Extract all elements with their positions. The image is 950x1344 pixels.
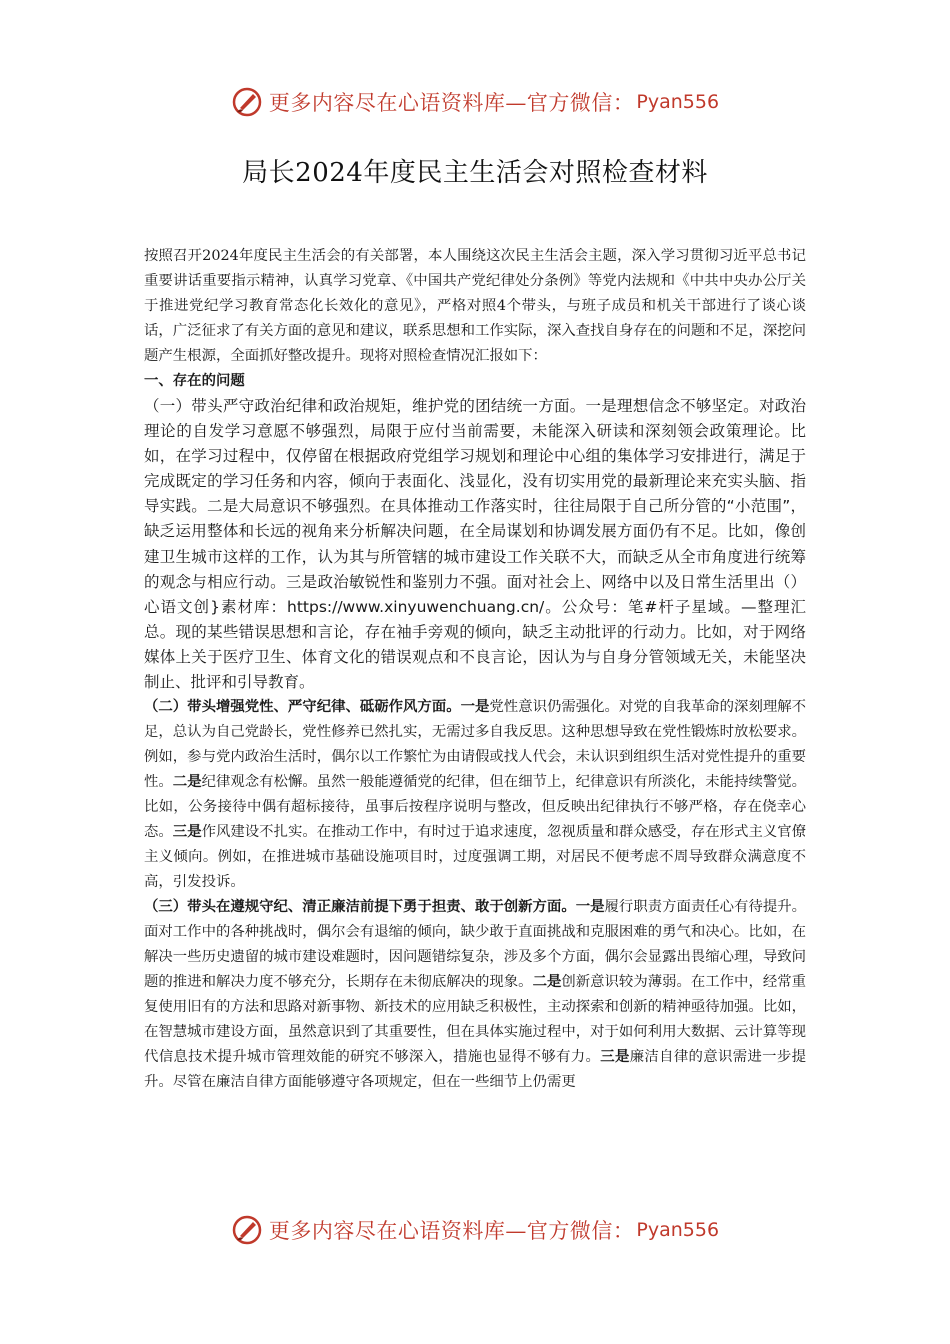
banner-text: 更多内容尽在心语资料库—官方微信： bbox=[268, 91, 635, 115]
para3-t2: 创新意识较为薄弱。在工作中，经常重复使用旧有的方法和思路对新事物、新技术的应用缺乏积极性，主动探索和创新的精神亟待加强。比如，在智慧城市建设方面，虽然意识到了其重要性，但在具体实施过程中，对于如何利用大数据、云计算等现代信息技术提升城市管理效能的研究不够深入，措施也显得不够有力。 bbox=[144, 974, 807, 1066]
para2-k2: 二是 bbox=[172, 774, 202, 791]
para2-t2: 纪律观念有松懈。虽然一般能遵循党的纪律，但在细节上，纪律意识有所淡化，未能持续警觉。比如，公务接待中偶有超标接待，虽事后按程序说明与整改，但反映出纪律执行不够严格，存在侥幸心态。 bbox=[144, 774, 807, 841]
para2-k3: 三是 bbox=[172, 824, 202, 841]
para2-t3: 作风建设不扎实。在推动工作中，有时过于追求速度，忽视质量和群众感受，存在形式主义官僚主义倾向。例如，在推进城市基础设施项目时，过度强调工期，对居民不便考虑不周导致群众满意度不高，引发投诉。 bbox=[144, 824, 807, 891]
brush-logo-icon bbox=[231, 1214, 263, 1246]
document-title: 局长2024年度民主生活会对照检查材料 bbox=[242, 158, 708, 188]
para2-k1: 一是 bbox=[460, 699, 490, 716]
para2-t1: 党性意识仍需强化。对党的自我革命的深刻理解不足，总认为自己党龄长，党性修养已然扎实，无需过多自我反思。这种思想导致在党性锻炼时放松要求。例如，参与党内政治生活时，偶尔以工作繁忙为由请假或找人代会，未认识到组织生活对党性提升的重要性。 bbox=[144, 699, 807, 791]
footer-banner bbox=[0, 1210, 950, 1250]
banner-wechat-id: Pyan556 bbox=[636, 91, 720, 113]
document-body bbox=[144, 244, 806, 1095]
para3-t3: 廉洁自律的意识需进一步提升。尽管在廉洁自律方面能够遵守各项规定，但在一些细节上仍需更 bbox=[144, 1049, 806, 1091]
para3-k1: 一是 bbox=[575, 899, 605, 916]
section-heading: 一、存在的问题 bbox=[144, 373, 245, 389]
banner-text: 更多内容尽在心语资料库—官方微信： bbox=[268, 1219, 635, 1243]
intro-paragraph: 按照召开2024年度民主生活会的有关部署，本人围绕这次民主生活会主题，深入学习贯彻习近平总书记重要讲话重要指示精神，认真学习党章、《中国共产党纪律处分条例》等党内法规和《中共中央办公厅关于推进党纪学习教育常态化长效化的意见》，严格对照4个带头，与班子成员和机关干部进行了谈心谈话，广泛征求了有关方面的意见和建议，联系思想和工作实际，深入查找自身存在的问题和不足，深挖问题产生根源，全面抓好整改提升。现将对照检查情况汇报如下： bbox=[144, 248, 806, 364]
paragraph-2 bbox=[144, 695, 806, 895]
paragraph-1: （一）带头严守政治纪律和政治规矩，维护党的团结统一方面。一是理想信念不够坚定。对政治理论的自发学习意愿不够强烈，局限于应付当前需要，未能深入研读和深刻领会政策理论。比如，在学习过程中，仅停留在根据政府党组学习规划和理论中心组的集体学习安排进行，满足于完成既定的学习任务和内容，倾向于表面化、浅显化，没有切实用党的最新理论来充实头脑、指导实践。二是大局意识不够强烈。在具体推动工作落实时，往往局限于自己所分管的“小范围”，缺乏运用整体和长远的视角来分析解决问题，在全局谋划和协调发展方面仍有不足。比如，像创建卫生城市这样的工作，认为其与所管辖的城市建设工作关联不大，而缺乏从全市角度进行统筹的观念与相应行动。三是政治敏锐性和鉴别力不强。面对社会上、网络中以及日常生活里出（）心语文创}素材库：https://www.xinyuwenchuang.cn/。公众号：笔#杆子星域。—整理汇总。现的某些错误思想和言论，存在袖手旁观的倾向，缺乏主动批评的行动力。比如，对于网络媒体上关于医疗卫生、体育文化的错误观点和不良言论，因认为与自身分管领域无关，未能坚决制止、批评和引导教育。 bbox=[144, 397, 806, 692]
para3-k2: 二是 bbox=[532, 974, 562, 991]
para3-k3: 三是 bbox=[600, 1049, 630, 1066]
para3-lead: （三）带头在遵规守纪、清正廉洁前提下勇于担责、敢于创新方面。 bbox=[144, 899, 576, 916]
banner-wechat-id: Pyan556 bbox=[636, 1219, 720, 1241]
para2-lead: （二）带头增强党性、严守纪律、砥砺作风方面。 bbox=[144, 699, 461, 716]
brush-logo-icon bbox=[231, 86, 263, 118]
para3-t1: 履行职责方面责任心有待提升。面对工作中的各种挑战时，偶尔会有退缩的倾向，缺少敢于直面挑战和克服困难的勇气和决心。比如，在解决一些历史遗留的城市建设难题时，因问题错综复杂，涉及多个方面，偶尔会显露出畏缩心理，导致问题的推进和解决力度不够充分，长期存在未彻底解决的现象。 bbox=[144, 899, 807, 991]
paragraph-3 bbox=[144, 895, 806, 1095]
header-banner bbox=[0, 82, 950, 122]
